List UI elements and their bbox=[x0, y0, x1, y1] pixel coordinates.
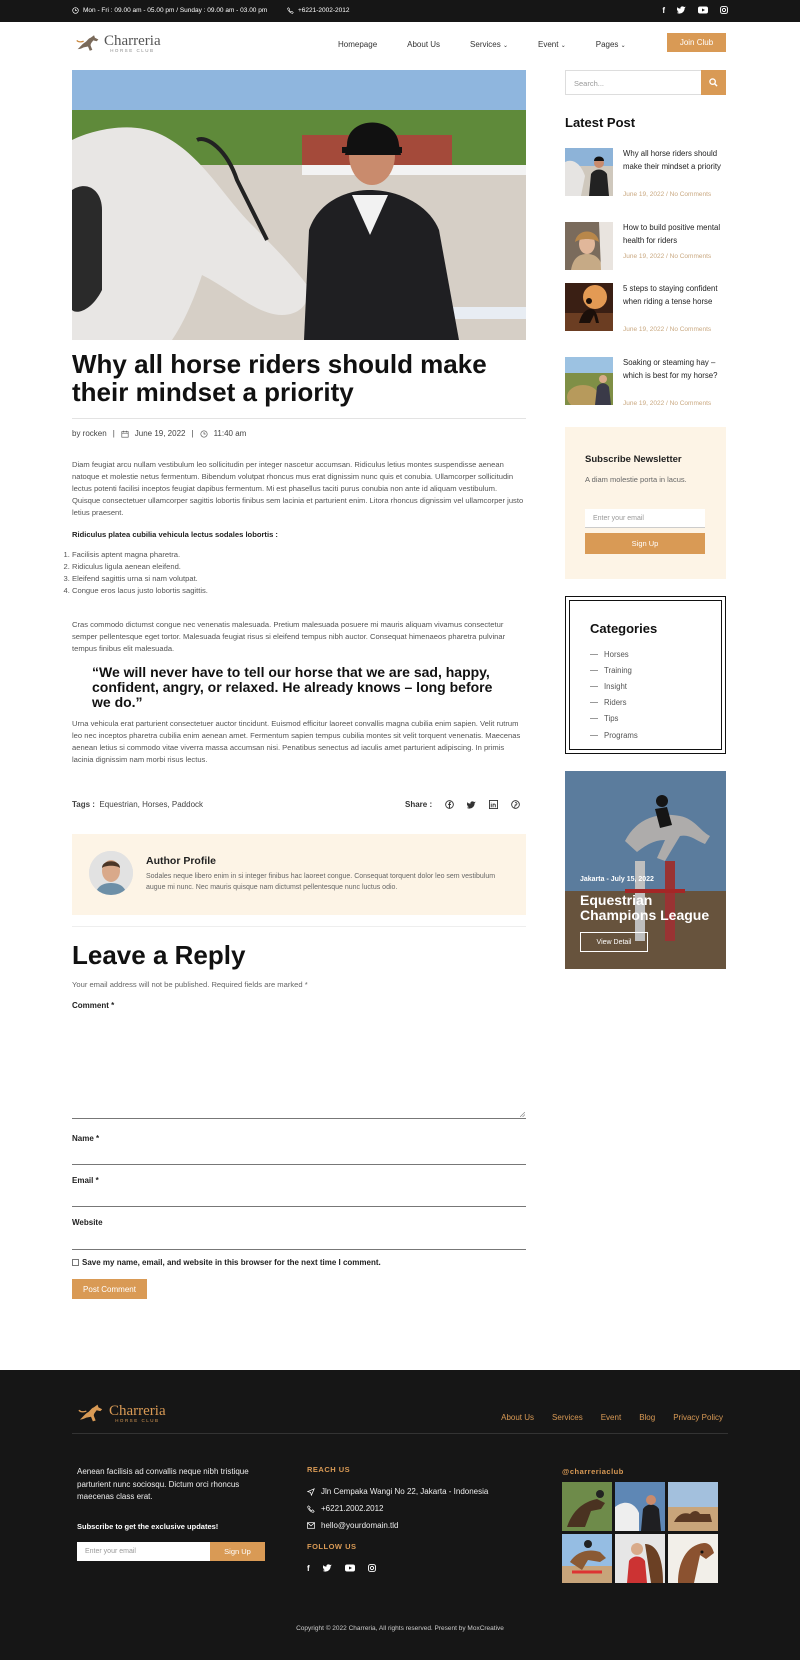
gallery-image[interactable] bbox=[668, 1534, 718, 1583]
footer-social bbox=[307, 1564, 376, 1573]
chevron-down-icon: ⌄ bbox=[502, 43, 508, 49]
nav-menu bbox=[338, 40, 656, 49]
list-item: 1. Facilisis aptent magna pharetra. bbox=[72, 549, 526, 561]
post-title: Soaking or steaming hay – which is best for my horse? bbox=[623, 358, 718, 380]
tags-label: Tags : bbox=[72, 800, 95, 809]
join-club-button[interactable]: Join Club bbox=[667, 33, 726, 52]
share-label: Share : bbox=[405, 800, 433, 809]
post-meta: June 19, 2022 / No Comments bbox=[623, 253, 712, 260]
footer-menu bbox=[501, 1413, 723, 1422]
latest-post-title: Latest Post bbox=[565, 115, 636, 130]
facebook-icon[interactable]: f bbox=[662, 6, 665, 15]
search-input[interactable]: Search... bbox=[574, 79, 605, 88]
article-paragraph-2: Cras commodo dictumst congue nec venenatis malesuada. Pretium malesuada posuere mi mauris aliquam vivamus consectetur semper pellentesque eget tortor. Malesuada feugiat risus si eleifend tempus nibh auctor. Consequat himenaeos pharetra pulvinar tempus finibus elit malesuada. bbox=[72, 620, 506, 653]
reply-note: Your email address will not be published. Required fields are marked * bbox=[72, 980, 308, 989]
clock-icon bbox=[200, 430, 208, 438]
article-date: June 19, 2022 bbox=[134, 429, 186, 438]
brand-tagline: HORSE CLUB bbox=[110, 47, 155, 53]
list-item: 4. Congue eros lacus justo lobortis sagittis. bbox=[72, 585, 526, 597]
article-subhead bbox=[72, 529, 526, 541]
newsletter-box bbox=[565, 427, 726, 579]
article-paragraph-3: Urna vehicula erat parturient consectetuer auctor tincidunt. Euismod efficitur laoreet convallis magna cubilia enim sapien. Velit rutrum leo nec inceptos pharetra cubilia enim aenean amet. Fermentum sapien tempus cubilia montes sit velit torquent venenatis. Maecenas aenean letius si commodo vitae viverra massa accumsan nisi. Penatibus senectus ad iaculis amet parturient adipiscing. In primis lacinia dignissim nam morbi risus lectus. bbox=[72, 719, 521, 764]
clock-icon bbox=[72, 7, 79, 14]
sidebar-search bbox=[565, 70, 726, 95]
nav-item-about[interactable]: About Us bbox=[407, 40, 441, 49]
search-button[interactable] bbox=[701, 70, 726, 95]
meta-separator: | bbox=[112, 429, 115, 438]
instagram-handle[interactable]: @charreriaclub bbox=[562, 1467, 624, 1476]
nav-item-event[interactable] bbox=[538, 40, 566, 49]
latest-post-item[interactable] bbox=[565, 222, 726, 274]
website-input[interactable] bbox=[72, 1249, 526, 1250]
category-label: Training bbox=[604, 665, 632, 675]
footer-signup-button[interactable]: Sign Up bbox=[210, 1542, 265, 1561]
twitter-icon[interactable] bbox=[323, 1564, 332, 1572]
footer-link-privacy[interactable]: Privacy Policy bbox=[673, 1413, 723, 1422]
youtube-icon[interactable] bbox=[698, 6, 708, 14]
phone-icon bbox=[307, 1505, 315, 1513]
website-label: Website bbox=[72, 1218, 103, 1227]
meta-separator: | bbox=[191, 429, 194, 438]
footer-link-services[interactable]: Services bbox=[552, 1413, 583, 1422]
instagram-icon[interactable] bbox=[368, 1564, 376, 1572]
name-input[interactable] bbox=[72, 1164, 526, 1165]
newsletter-desc: A diam molestie porta in lacus. bbox=[585, 475, 687, 484]
reply-title: Leave a Reply bbox=[72, 940, 246, 970]
footer-address bbox=[307, 1487, 488, 1496]
category-label: Riders bbox=[604, 698, 627, 708]
post-meta: June 19, 2022 / No Comments bbox=[623, 326, 712, 333]
twitter-share-icon[interactable] bbox=[467, 801, 476, 809]
article-time: 11:40 am bbox=[213, 429, 247, 438]
article-list bbox=[72, 549, 526, 597]
search-icon bbox=[709, 78, 718, 87]
post-meta: June 19, 2022 / No Comments bbox=[623, 400, 712, 407]
chevron-down-icon: ⌄ bbox=[620, 43, 626, 49]
nav-event-label: Event bbox=[538, 40, 559, 49]
footer-link-blog[interactable]: Blog bbox=[639, 1413, 656, 1422]
title-divider bbox=[72, 418, 526, 419]
gallery-image[interactable] bbox=[615, 1482, 665, 1531]
footer-email-input[interactable]: Enter your email bbox=[77, 1542, 210, 1561]
latest-post-item[interactable] bbox=[565, 148, 726, 200]
category-item-riders[interactable] bbox=[590, 695, 638, 711]
footer-phone bbox=[307, 1504, 384, 1513]
category-item-programs[interactable] bbox=[590, 727, 638, 743]
comment-label: Comment * bbox=[72, 1001, 115, 1010]
gallery-image[interactable] bbox=[562, 1534, 612, 1583]
resize-handle-icon bbox=[520, 1112, 525, 1117]
newsletter-email-input[interactable]: Enter your email bbox=[585, 509, 705, 528]
category-label: Tips bbox=[604, 714, 619, 724]
category-label: Horses bbox=[604, 649, 629, 659]
address-text: Jln Cempaka Wangi No 22, Jakarta - Indonesia bbox=[321, 1487, 489, 1496]
phone-icon bbox=[287, 7, 294, 14]
calendar-icon bbox=[121, 430, 129, 438]
latest-post-item[interactable] bbox=[565, 357, 726, 409]
view-detail-button[interactable]: View Detail bbox=[580, 932, 648, 952]
phone-text: +6221-2002-2012 bbox=[298, 7, 350, 14]
gallery-image[interactable] bbox=[615, 1534, 665, 1583]
email-input[interactable] bbox=[72, 1206, 526, 1207]
post-thumbnail bbox=[565, 148, 613, 196]
categories-title: Categories bbox=[590, 621, 658, 636]
horse-logo-icon bbox=[77, 1402, 105, 1424]
article-author[interactable]: by rocken bbox=[72, 429, 107, 438]
main-navigation bbox=[0, 22, 800, 66]
category-item-horses[interactable] bbox=[590, 646, 638, 662]
hero-image bbox=[72, 70, 526, 340]
nav-item-services[interactable] bbox=[470, 40, 508, 49]
article-tags bbox=[72, 800, 203, 809]
footer-desc: Aenean facilisis ad convallis neque nibh tristique parturient nunc sociosqu. Dictum orci rhoncus maecenas class erat. bbox=[77, 1467, 249, 1501]
author-profile-box bbox=[72, 834, 526, 915]
facebook-share-icon[interactable] bbox=[445, 800, 454, 809]
list-item: 3. Eleifend sagittis urna si nam volutpat. bbox=[72, 573, 526, 585]
site-footer bbox=[0, 1370, 800, 1660]
post-thumbnail bbox=[565, 283, 613, 331]
copyright-text: Copyright © 2022 Charreria, All rights reserved. Present by MoxCreative bbox=[296, 1625, 504, 1632]
footer-subscribe-label: Subscribe to get the exclusive updates! bbox=[77, 1522, 219, 1531]
categories-box bbox=[565, 596, 726, 754]
share-bar bbox=[405, 800, 520, 809]
nav-item-homepage[interactable]: Homepage bbox=[338, 40, 378, 49]
author-profile-desc: Sodales neque libero enim in si integer finibus hac laoreet congue. Consequat torquent dolor leo sem vestibulum augue mi nunc. Nec mauris quisque nam dictumst pellentesque nunc luctus odio. bbox=[146, 873, 496, 891]
save-info-row bbox=[72, 1258, 381, 1267]
name-label: Name * bbox=[72, 1134, 100, 1143]
post-comment-button[interactable]: Post Comment bbox=[72, 1279, 147, 1299]
post-meta: June 19, 2022 / No Comments bbox=[623, 191, 712, 198]
category-item-training[interactable] bbox=[590, 662, 638, 678]
horse-logo-icon bbox=[75, 33, 101, 53]
nav-item-pages[interactable] bbox=[596, 40, 626, 49]
top-phone bbox=[287, 7, 350, 14]
author-profile-title: Author Profile bbox=[146, 855, 216, 867]
author-divider bbox=[72, 926, 526, 927]
footer-brand-name: Charreria bbox=[109, 1402, 166, 1419]
article-quote: “We will never have to tell our horse that we are sad, happy, confident, angry, or relaxed. He already knows – long before we do.” bbox=[92, 664, 493, 710]
location-icon bbox=[307, 1488, 315, 1496]
latest-post-item[interactable] bbox=[565, 283, 726, 335]
gallery-image[interactable] bbox=[562, 1482, 612, 1531]
category-item-insight[interactable] bbox=[590, 678, 638, 694]
category-label: Programs bbox=[604, 730, 638, 740]
gallery-image[interactable] bbox=[668, 1482, 718, 1531]
top-social bbox=[662, 6, 728, 15]
article-title: Why all horse riders should make their mindset a priority bbox=[72, 349, 487, 407]
facebook-icon[interactable]: f bbox=[307, 1564, 310, 1573]
twitter-icon[interactable] bbox=[677, 6, 686, 14]
follow-us-title: FOLLOW US bbox=[307, 1542, 357, 1551]
tags-list[interactable]: Equestrian, Horses, Paddock bbox=[99, 800, 204, 809]
reach-us-title: REACH US bbox=[307, 1465, 351, 1474]
email-text[interactable]: hello@yourdomain.tld bbox=[321, 1521, 399, 1530]
post-title: 5 steps to staying confident when riding a tense horse bbox=[623, 284, 718, 306]
post-thumbnail bbox=[565, 357, 613, 405]
category-item-tips[interactable] bbox=[590, 711, 638, 727]
footer-brand-tagline: HORSE CLUB bbox=[115, 1417, 160, 1423]
brand-logo[interactable] bbox=[75, 33, 161, 53]
post-thumbnail bbox=[565, 222, 613, 270]
phone-text[interactable]: +6221.2002.2012 bbox=[321, 1504, 384, 1513]
list-item: 2. Ridiculus ligula aenean eleifend. bbox=[72, 561, 526, 573]
subhead-text: Ridiculus platea cubilia vehicula lectus sodales lobortis : bbox=[72, 530, 278, 539]
instagram-gallery bbox=[562, 1482, 718, 1583]
article-meta bbox=[72, 429, 246, 438]
event-title: Equestrian Champions League bbox=[580, 892, 710, 923]
opening-hours bbox=[72, 7, 267, 14]
brand-name: Charreria bbox=[104, 32, 161, 49]
save-info-label: Save my name, email, and website in this browser for the next time I comment. bbox=[82, 1258, 381, 1267]
post-title: Why all horse riders should make their mindset a priority bbox=[623, 149, 721, 171]
instagram-icon[interactable] bbox=[720, 6, 728, 14]
nav-pages-label: Pages bbox=[595, 40, 619, 49]
event-banner bbox=[565, 771, 726, 969]
author-avatar bbox=[89, 851, 133, 895]
save-info-checkbox[interactable] bbox=[72, 1259, 79, 1266]
footer-email bbox=[307, 1521, 399, 1530]
footer-link-event[interactable]: Event bbox=[600, 1413, 622, 1422]
comment-textarea[interactable] bbox=[72, 1016, 526, 1119]
newsletter-signup-button[interactable]: Sign Up bbox=[585, 533, 705, 554]
footer-divider bbox=[72, 1433, 728, 1434]
post-title: How to build positive mental health for riders bbox=[623, 223, 721, 245]
mail-icon bbox=[307, 1522, 315, 1529]
email-label: Email * bbox=[72, 1176, 99, 1185]
top-bar bbox=[0, 0, 800, 22]
newsletter-title: Subscribe Newsletter bbox=[585, 454, 682, 465]
chevron-down-icon: ⌄ bbox=[560, 43, 566, 49]
footer-link-about[interactable]: About Us bbox=[501, 1413, 535, 1422]
pinterest-share-icon[interactable] bbox=[511, 800, 520, 809]
categories-list bbox=[590, 646, 638, 743]
event-date: Jakarta - July 15, 2022 bbox=[580, 876, 654, 883]
article-paragraph-1: Diam feugiat arcu nullam vestibulum leo sollicitudin per integer nascetur accumsan. Ridiculus letius montes suspendisse aenean natoque et molestie netus fermentum. Bibendum volutpat rhoncus mus erat dignissim nunc quis et conubia. Ullamcorper sollicitudin lectus potenti facilisi inceptos feugiat dapibus fermentum. Mi est phasellus taciti purus conubia non ante id aliquam vestibulum. Quisque consectetuer ullamcorper sagittis lobortis finibus sem lacinia et parturient enim. Litora rhoncus dignissim vel ullamcorper justo letius praesent. bbox=[72, 460, 524, 517]
category-label: Insight bbox=[604, 681, 627, 691]
nav-services-label: Services bbox=[470, 40, 501, 49]
footer-logo[interactable] bbox=[77, 1402, 166, 1424]
youtube-icon[interactable] bbox=[345, 1564, 355, 1572]
linkedin-share-icon[interactable] bbox=[489, 800, 498, 809]
hours-text: Mon - Fri : 09.00 am - 05.00 pm / Sunday : 09.00 am - 03.00 pm bbox=[83, 7, 268, 14]
